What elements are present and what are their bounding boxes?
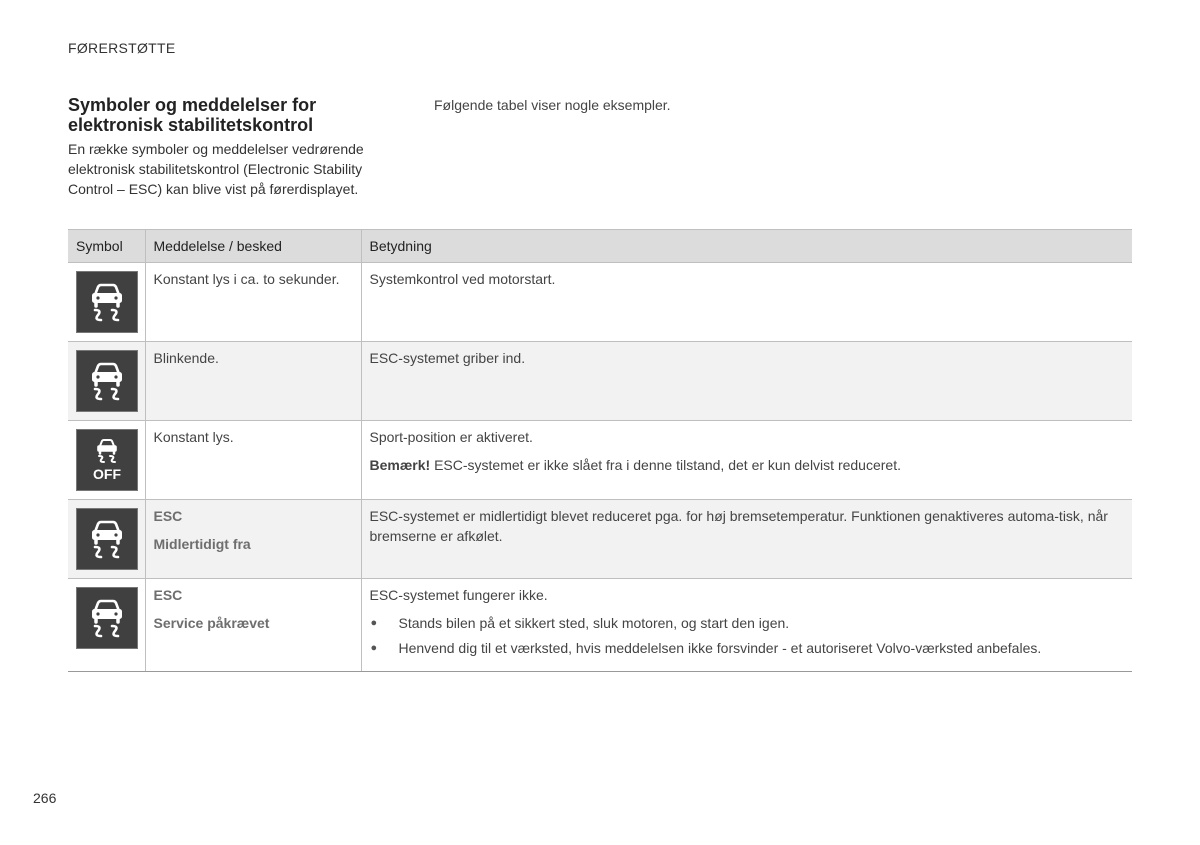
table-row (68, 342, 1132, 421)
page-title: Symboler og meddelelser for elektronisk stabilitetskontrol (68, 95, 317, 135)
table-row (68, 579, 1132, 672)
page-number: 266 (33, 790, 57, 806)
meaning-cell: ESC-systemet er midlertidigt blevet reduceret pga. for høj bremsetemperatur. Funktionen genaktiveres automa-tisk, når bremserne er afkølet. (361, 500, 1132, 579)
message-cell: Konstant lys. (145, 421, 361, 500)
instruction-list (370, 613, 1125, 658)
meaning-cell: Systemkontrol ved motorstart. (361, 263, 1132, 342)
list-item: ● Henvend dig til et værksted, hvis meddelelsen ikke forsvinder - et autoriseret Volvo-værksted anbefales. (370, 638, 1125, 658)
display-message-title: ESC (153, 508, 183, 524)
col-header-meaning: Betydning (361, 230, 1132, 263)
symbol-cell (68, 421, 145, 500)
message-cell (145, 579, 361, 672)
esc-skid-icon (76, 271, 138, 333)
list-item: ● Stands bilen på et sikkert sted, sluk motoren, og start den igen. (370, 613, 1125, 633)
esc-symbols-table (68, 229, 1132, 672)
symbol-cell (68, 342, 145, 421)
display-message-subtitle: Midlertidigt fra (153, 536, 251, 552)
symbol-cell (68, 579, 145, 672)
table-header-row (68, 230, 1132, 263)
message-cell (145, 500, 361, 579)
esc-off-icon (76, 429, 138, 491)
col-header-symbol: Symbol (68, 230, 145, 263)
meaning-cell: ESC-systemet griber ind. (361, 342, 1132, 421)
table-intro: Følgende tabel viser nogle eksempler. (434, 97, 671, 113)
message-cell: Konstant lys i ca. to sekunder. (145, 263, 361, 342)
section-header: FØRERSTØTTE (68, 40, 176, 56)
esc-off-icon-label: OFF (93, 466, 121, 482)
message-cell: Blinkende. (145, 342, 361, 421)
intro-paragraph: En række symboler og meddelelser vedrørende elektronisk stabilitetskontrol (Electronic Stability Control – ESC) kan blive vist på førerdisplayet. (68, 141, 364, 197)
esc-skid-icon (76, 587, 138, 649)
col-header-message: Meddelelse / besked (145, 230, 361, 263)
symbol-cell (68, 263, 145, 342)
table-row (68, 263, 1132, 342)
meaning-cell (361, 421, 1132, 500)
display-message-title: ESC (153, 587, 183, 603)
symbol-cell (68, 500, 145, 579)
table-row (68, 500, 1132, 579)
note-label: Bemærk! (369, 457, 431, 473)
meaning-cell (361, 579, 1132, 672)
display-message-subtitle: Service påkrævet (153, 615, 270, 631)
meaning-text: Sport-position er aktiveret. (369, 429, 533, 445)
esc-skid-icon (76, 508, 138, 570)
note-body: ESC-systemet er ikke slået fra i denne tilstand, det er kun delvist reduceret. (430, 457, 901, 473)
meaning-text: ESC-systemet fungerer ikke. (369, 587, 548, 603)
note-text (370, 455, 1125, 475)
table-row (68, 421, 1132, 500)
esc-skid-icon (76, 350, 138, 412)
